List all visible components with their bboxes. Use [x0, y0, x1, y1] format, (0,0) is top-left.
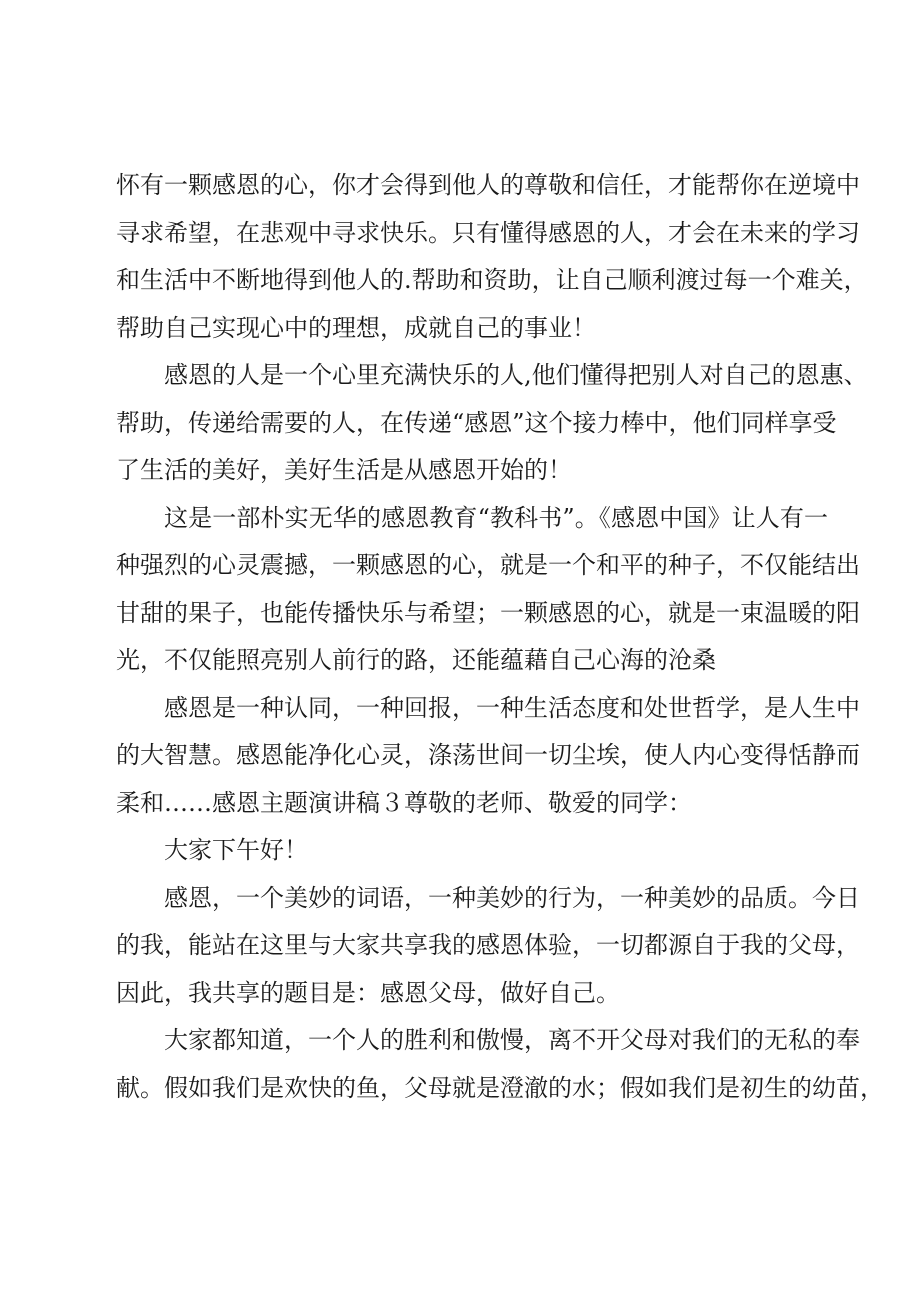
paragraph-line: 感恩的人是一个心里充满快乐的人,他们懂得把别人对自己的恩惠、 [164, 361, 868, 389]
paragraph-line: 帮助自己实现心中的理想，成就自己的事业！ [116, 313, 596, 342]
paragraph-line: 感恩，一个美妙的词语，一种美妙的行为，一种美妙的品质。今日 [164, 883, 860, 912]
paragraph-line: 这是一部朴实无华的感恩教育“教科书”。《感恩中国》让人有一 [164, 503, 828, 532]
paragraph-line: 和生活中不断地得到他人的.帮助和资助，让自己顺利渡过每一个难关， [116, 266, 868, 294]
paragraph-line: 献。假如我们是欢快的鱼，父母就是澄澈的水；假如我们是初生的幼苗， [116, 1073, 884, 1102]
paragraph-line: 因此，我共享的题目是：感恩父母，做好自己。 [116, 978, 620, 1007]
paragraph-line: 大家下午好！ [164, 836, 308, 864]
paragraph-line: 大家都知道，一个人的胜利和傲慢，离不开父母对我们的无私的奉 [164, 1026, 860, 1054]
paragraph-line: 寻求希望，在悲观中寻求快乐。只有懂得感恩的人，才会在未来的学习 [116, 218, 860, 247]
paragraph-line: 帮助，传递给需要的人，在传递“感恩”这个接力棒中，他们同样享受 [116, 408, 837, 437]
paragraph-line: 感恩是一种认同，一种回报，一种生活态度和处世哲学，是人生中 [164, 693, 860, 722]
paragraph-line: 光，不仅能照亮别人前行的路，还能蕴藉自己心海的沧桑 [116, 646, 716, 674]
paragraph-line: 了生活的美好，美好生活是从感恩开始的！ [116, 456, 572, 484]
paragraph-line: 种强烈的心灵震撼，一颗感恩的心，就是一个和平的种子，不仅能结出 [116, 551, 860, 579]
paragraph-line: 的大智慧。感恩能净化心灵，涤荡世间一切尘埃，使人内心变得恬静而 [116, 741, 860, 769]
paragraph-line: 甘甜的果子，也能传播快乐与希望；一颗感恩的心，就是一束温暖的阳 [116, 598, 860, 627]
paragraph-line: 的我，能站在这里与大家共享我的感恩体验，一切都源自于我的父母， [116, 931, 860, 959]
paragraph-line: 柔和……感恩主题演讲稿３尊敬的老师、敬爱的同学： [116, 788, 692, 817]
document-body [116, 162, 884, 1112]
paragraph-line: 怀有一颗感恩的心，你才会得到他人的尊敬和信任，才能帮你在逆境中 [116, 171, 860, 199]
